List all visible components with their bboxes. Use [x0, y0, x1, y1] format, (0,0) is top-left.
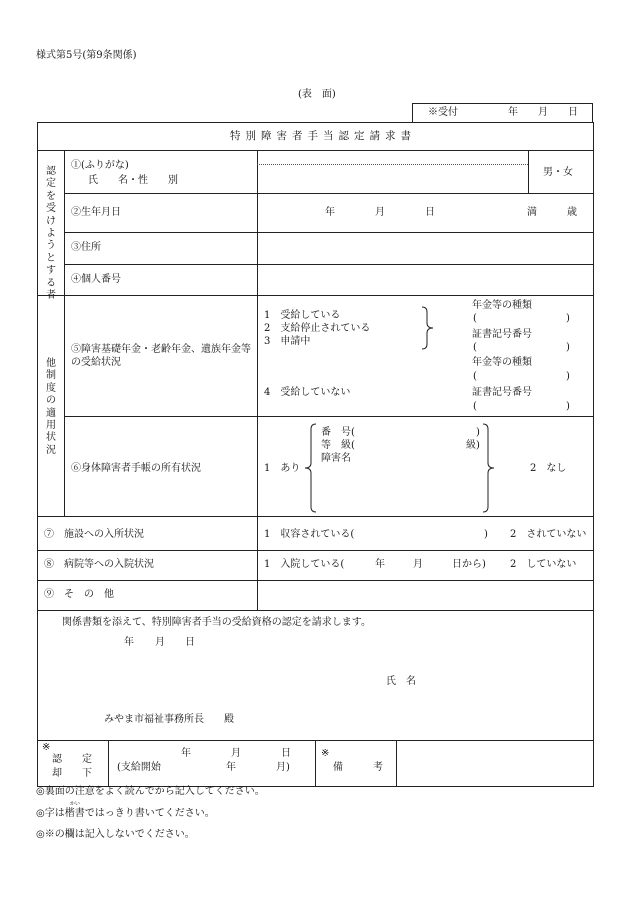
note-3: ◎※の欄は記入しないでください。 — [36, 829, 195, 840]
start-month: 月) — [276, 762, 290, 773]
paren-close: ) — [476, 427, 480, 438]
address-label: ③住所 — [71, 242, 101, 253]
book-grade-close: 級) — [466, 440, 480, 451]
cert-number-1: 証書記号番号 — [472, 329, 532, 340]
paren-open: ( — [473, 371, 477, 382]
addressee: みやま市福祉事務所長 殿 — [104, 714, 234, 725]
remarks-mark: ※ — [321, 748, 330, 759]
reception-day: 日 — [568, 107, 578, 118]
hospital-label: ⑧ 病院等への入院状況 — [44, 559, 154, 570]
gender-options[interactable]: 男・女 — [543, 167, 573, 178]
facility-label: ⑦ 施設への入所状況 — [44, 529, 144, 540]
remarks-label: 備 考 — [333, 762, 383, 773]
declaration-name-label: 氏 名 — [386, 676, 416, 687]
paren-open: ( — [473, 401, 477, 412]
office-month: 月 — [231, 748, 241, 759]
brace-right — [421, 306, 435, 350]
paren-open: ( — [473, 342, 477, 353]
decision-reject: 却 下 — [52, 768, 92, 779]
hospital-opt-yes[interactable]: 1 入院している( — [264, 559, 345, 570]
applicant-section-label: 認定を受けようとする者 — [46, 166, 56, 302]
cert-number-2: 証書記号番号 — [472, 387, 532, 398]
hospital-opt-no[interactable]: 2 していない — [510, 559, 577, 570]
pension-opt-4[interactable]: 4 受給していない — [264, 387, 351, 398]
declaration-day: 日 — [185, 637, 195, 648]
decision-approve: 認 定 — [52, 754, 92, 765]
start-year: 年 — [226, 762, 236, 773]
disability-yes[interactable]: 1 あり — [264, 463, 301, 474]
form-title: 特別障害者手当認定請求書 — [230, 130, 416, 142]
declaration-text: 関係書類を添えて、特別障害者手当の受給資格の認定を請求します。 — [62, 617, 371, 628]
name-label-2: 氏 名・性 別 — [88, 175, 178, 186]
start-label: (支給開始 — [117, 762, 161, 773]
paren-close: ) — [566, 401, 570, 412]
birthdate-label: ②生年月日 — [71, 207, 121, 218]
office-year: 年 — [181, 748, 191, 759]
paren-close: ) — [566, 342, 570, 353]
my-number-label: ④個人番号 — [71, 274, 121, 285]
book-grade: 等 級( — [321, 440, 355, 451]
disability-name: 障害名 — [321, 453, 351, 464]
note-2: ◎字は楷書ではっきり書いてください。 — [36, 808, 215, 819]
pension-opt-2[interactable]: 2 支給停止されている — [264, 323, 371, 334]
brace-right — [482, 423, 496, 513]
facility-opt-no[interactable]: 2 されていない — [510, 529, 587, 540]
paren-close: ) — [566, 313, 570, 324]
declaration-month: 月 — [155, 637, 165, 648]
reception-year: 年 — [508, 107, 518, 118]
pension-type-1: 年金等の種類 — [472, 300, 532, 311]
office-day: 日 — [281, 748, 291, 759]
note-2-ruby: かい — [70, 801, 81, 807]
pension-opt-3[interactable]: 3 申請中 — [264, 336, 311, 347]
book-number: 番 号( — [321, 427, 355, 438]
reception-label: ※受付 — [428, 107, 458, 118]
disability-book-label: ⑥身体障害者手帳の所有状況 — [71, 463, 201, 474]
pension-label-2: の受給状況 — [71, 357, 121, 368]
birthdate-month: 月 — [375, 207, 385, 218]
pension-opt-1[interactable]: 1 受給している — [264, 310, 341, 321]
birthdate-age: 満 歳 — [527, 207, 577, 218]
birthdate-year: 年 — [325, 207, 335, 218]
note-1: ◎裏面の注意をよく読んでから記入してください。 — [36, 786, 265, 797]
reception-month: 月 — [538, 107, 548, 118]
declaration-year: 年 — [124, 637, 134, 648]
hospital-year: 年 — [375, 559, 385, 570]
birthdate-day: 日 — [425, 207, 435, 218]
paren-open: ( — [473, 313, 477, 324]
form-number: 様式第5号(第9条関係) — [36, 50, 137, 61]
paren-close: ) — [484, 529, 488, 540]
other-system-section-label: 他制度の適用状況 — [46, 358, 56, 456]
hospital-month: 月 — [413, 559, 423, 570]
name-label-1: ①(ふりがな) — [71, 160, 129, 171]
pension-label-1: ⑤障害基礎年金・老齢年金、遺族年金等 — [71, 344, 251, 355]
paren-close: ) — [566, 371, 570, 382]
side-label: (表 面) — [298, 89, 336, 100]
brace-left — [303, 423, 317, 513]
other-label: ⑨ そ の 他 — [44, 589, 114, 600]
disability-no[interactable]: 2 なし — [530, 463, 567, 474]
office-mark: ※ — [42, 742, 51, 753]
pension-type-2: 年金等の種類 — [472, 357, 532, 368]
hospital-day-from: 日から) — [452, 559, 486, 570]
facility-opt-yes[interactable]: 1 収容されている( — [264, 529, 355, 540]
